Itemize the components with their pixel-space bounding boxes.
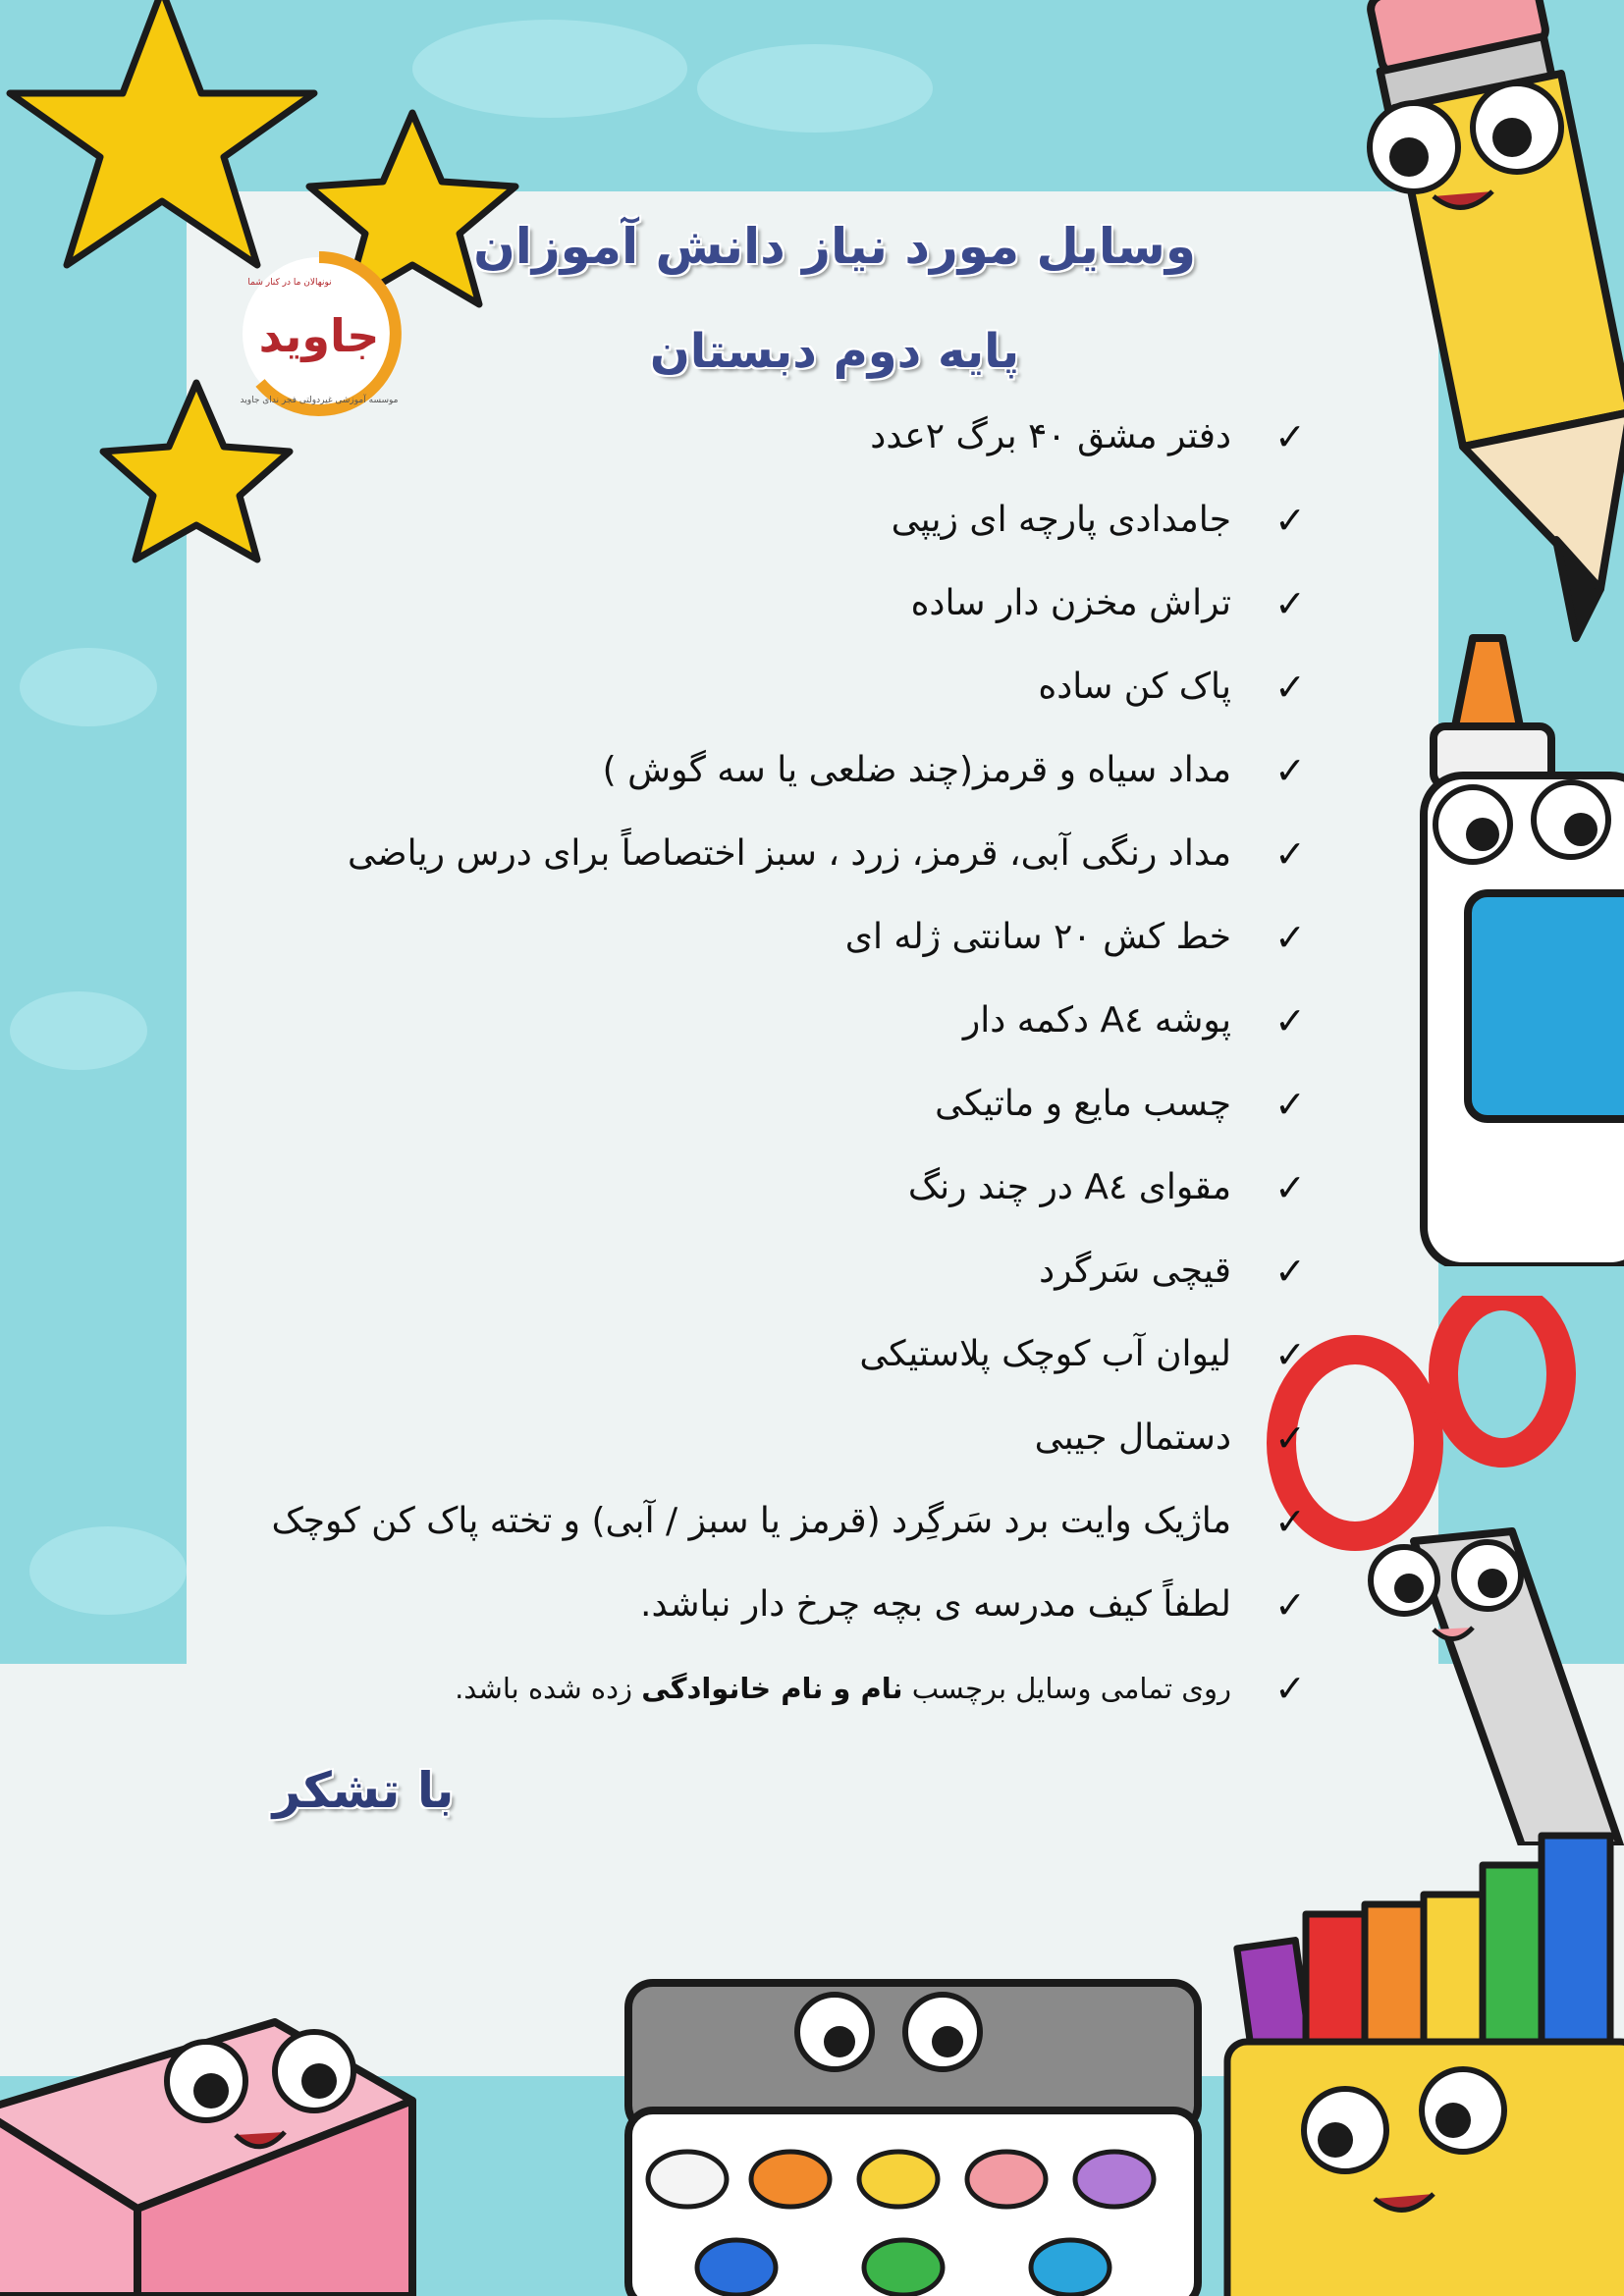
check-icon: ✓ [1274,999,1306,1042]
list-item [161,1158,1320,1242]
check-icon: ✓ [1274,1250,1306,1293]
item-text: لیوان آب کوچک پلاستیکی [859,1334,1231,1374]
list-item [161,991,1320,1075]
item-text-bold: نام و نام خانوادگی [641,1672,903,1705]
list-item [161,1075,1320,1158]
item-text: خط کش ۲۰ سانتی ژله ای [844,917,1231,957]
item-text-after: زده شده باشد. [455,1672,642,1705]
logo-ring-text: موسسه آموزشی غیردولتی فجر ندای جاوید [240,396,399,405]
list-item [161,825,1320,908]
item-text: پاک کن ساده [1038,667,1231,707]
check-icon: ✓ [1274,666,1306,709]
check-icon: ✓ [1274,1083,1306,1126]
item-text: چسب مایع و ماتیکی [935,1084,1231,1124]
list-item [161,741,1320,825]
eraser-character [0,1963,422,2296]
check-icon: ✓ [1274,1333,1306,1376]
star-icon [10,0,314,265]
check-icon: ✓ [1274,415,1306,458]
list-item [161,1242,1320,1325]
closing-text: با تشکر [272,1762,455,1819]
logo [231,245,407,422]
page-title: وسایل مورد نیاز دانش آموزان [473,218,1196,275]
supplies-list [161,407,1320,1742]
item-text: دستمال جیبی [1034,1417,1231,1458]
list-item [161,574,1320,658]
check-icon: ✓ [1274,1583,1306,1627]
list-item [161,658,1320,741]
item-text: مقوای A٤ در چند رنگ [907,1167,1231,1207]
item-text: تراش مخزن دار ساده [910,583,1231,623]
check-icon: ✓ [1274,499,1306,542]
list-item [161,1409,1320,1492]
list-item [161,1325,1320,1409]
logo-ring-top-text: نونهالان ما در کنار شما [247,278,332,288]
check-icon: ✓ [1274,916,1306,959]
list-item [161,491,1320,574]
logo-text: جاوید [258,309,380,362]
list-item [161,407,1320,491]
item-text: ماژیک وایت برد سَرگِرد (قرمز یا سبز / آبی) و تخته پاک کن کوچک [271,1501,1231,1541]
check-icon: ✓ [1274,832,1306,876]
list-item [161,908,1320,991]
item-text: مداد سیاه و قرمز(چند ضلعی یا سه گوش ) [602,750,1231,790]
check-icon: ✓ [1274,1416,1306,1460]
list-item [161,1575,1320,1659]
item-text: مداد رنگی آبی، قرمز، زرد ، سبز اختصاصاً برای درس ریاضی [348,833,1231,874]
check-icon: ✓ [1274,1667,1306,1710]
item-text: لطفاً کیف مدرسه ی بچه چرخ دار نباشد. [640,1584,1231,1625]
page-subtitle: پایه دوم دبستان [649,324,1020,379]
paint-palette-character [609,1963,1218,2296]
check-icon: ✓ [1274,582,1306,625]
glue-bottle-character [1404,628,1624,1266]
check-icon: ✓ [1274,749,1306,792]
check-icon: ✓ [1274,1166,1306,1209]
pencil-character [1316,0,1624,687]
list-item-labels-note [161,1659,1320,1742]
check-icon: ✓ [1274,1500,1306,1543]
item-text: قیچی سَرگرد [1039,1251,1231,1291]
list-item [161,1492,1320,1575]
item-text: جامدادی پارچه ای زیپی [891,500,1231,540]
item-text: دفتر مشق ۴۰ برگ ۲عدد [870,416,1231,456]
item-text: پوشه A٤ دکمه دار [962,1000,1231,1041]
crayon-box-character [1208,1806,1624,2296]
item-text-before: روی تمامی وسایل برچسب [902,1672,1231,1705]
